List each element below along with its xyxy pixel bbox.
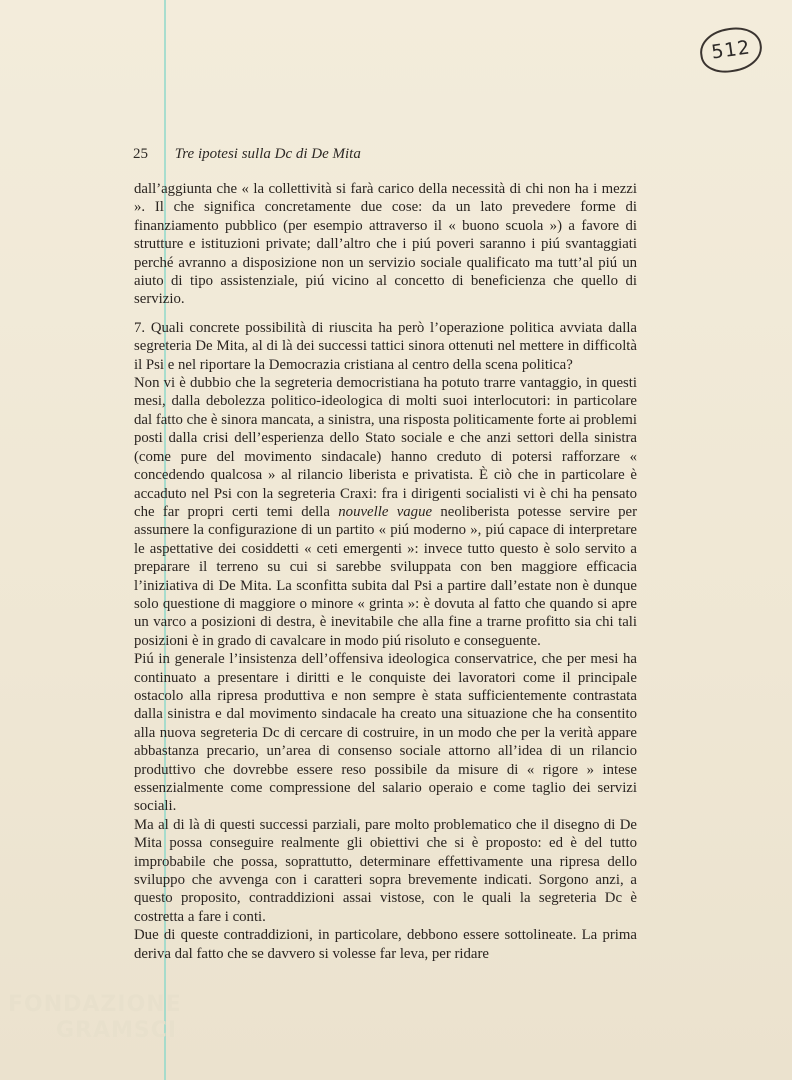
paragraph-3-italic-term: nouvelle vague [338, 503, 433, 520]
paragraph-3-part-a: Non vi è dubbio che la segreteria democristiana ha potuto trarre vantaggio, in questi mesi, dalla debolezza politico-ideologica di molti suoi interlocutori: in particolare dal fatto che è sinora mancata, a sinistra, una risposta politicamente forte ai problemi posti dalla crisi dell’esperienza dello Stato sociale e che anzi settori della sinistra (come pure del movimento sindacale) hanno creduto di potersi rafforzare « concedendo qualcosa » al rilancio liberista e privatista. È ciò che in particolare è accaduto nel Psi con la segreteria Craxi: fra i dirigenti socialisti vi è chi ha pensato che far propri certi temi della [134, 375, 637, 520]
paragraph-3 [134, 374, 637, 650]
paragraph-4: Piú in generale l’insistenza dell’offensiva ideologica conservatrice, che per mesi ha continuato a presentare i diritti e le conquiste dei lavoratori come il principale ostacolo alla ripresa produttiva e non sempre è stata sufficientemente contrastata dalla sinistra e dal movimento sindacale ha creato una situazione che ha consentito alla nuova segreteria Dc di cercare di costruire, in un modo che per la verità appare abbastanza precario, un’area di consenso sociale attorno all’idea di un rilancio produttivo che dovrebbe essere reso possibile da misure di « rigore » intese essenzialmente come compressione del salario operaio e come taglio dei servizi sociali. [134, 651, 637, 815]
body-text [134, 180, 637, 963]
running-title: Tre ipotesi sulla Dc di De Mita [174, 146, 361, 162]
archive-stamp-number: 512 [710, 36, 752, 64]
paragraph-6: Due di queste contraddizioni, in particolare, debbono essere sottolineate. La prima deriva dal fatto che se davvero si volesse far leva, per ridare [134, 927, 637, 962]
page-number: 25 [133, 146, 148, 162]
watermark-line-2: GRAMSCI [56, 1018, 178, 1043]
paragraph-2-question: 7. Quali concrete possibilità di riuscita ha però l’operazione politica avviata dalla segreteria De Mita, al di là dei successi tattici sinora ottenuti nel mettere in difficoltà il Psi e nel riportare la Democrazia cristiana al centro della scena politica? [134, 319, 637, 373]
archive-stamp [697, 24, 765, 76]
paragraph-1: dall’aggiunta che « la collettività si farà carico della necessità di chi non ha i mezzi ». Il che significa concretamente due cose: da un lato prevedere forme di finanziamento pubblico (per esempio attraverso il « buono scuola ») a favore di strutture e istituzioni private; dall’altro che i piú poveri saranno i piú svantaggiati perché avranno a disposizione non un servizio sociale qualificato ma tutt’al piú un aiuto di tipo assistenziale, piú vicino al concetto di beneficienza che quello di servizio. [134, 181, 637, 308]
watermark-line-1: FONDAZIONE [8, 992, 182, 1017]
paragraph-3-part-b: neoliberista potesse servire per assumere la configurazione di un partito « piú moderno », piú capace di interpretare le aspettative dei cosiddetti « ceti emergenti »: invece tutto questo è solo servito a preparare il terreno su cui si sarebbe sviluppata con ben maggiore efficacia l’iniziativa di De Mita. La sconfitta subita dal Psi a partire dall’estate non è dunque solo questione di maggiore o minore « grinta »: è dovuta al fatto che quando si apre un varco a posizioni di destra, è inevitabile che alla fine a trarne profitto sia chi tali posizioni è in grado di cavalcare in modo piú risoluto e conseguente. [134, 503, 637, 649]
running-header [133, 146, 653, 163]
paragraph-5: Ma al di là di questi successi parziali, pare molto problematico che il disegno di De Mita possa conseguire realmente gli obiettivi che si è proposto: ed è del tutto improbabile che possa, soprattutto, determinare effettivamente una ripresa dello sviluppo che avvenga con i caratteri sopra brevemente indicati. Sorgono anzi, a questo proposito, contraddizioni assai vistose, con le quali la segreteria Dc è costretta a fare i conti. [134, 816, 637, 925]
foundation-watermark [8, 992, 208, 1072]
